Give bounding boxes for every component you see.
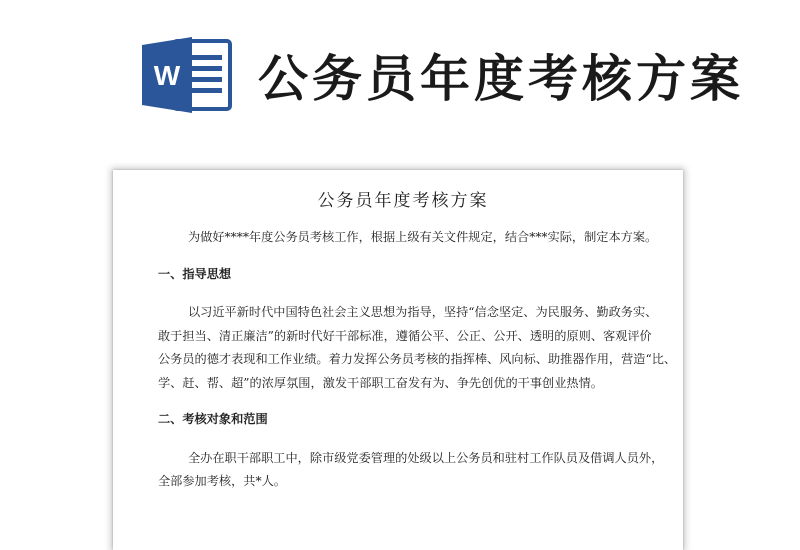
section-2-line: 全办在职干部职工中，除市级党委管理的处级以上公务员和驻村工作队员及借调人员外， (188, 450, 664, 465)
section-1-line: 公务员的德才表现和工作业绩。着力发挥公务员考核的指挥棒、风向标、助推器作用，营造“比、 (158, 352, 677, 366)
document-page (113, 170, 683, 550)
section-heading-2: 二、考核对象和范围 (158, 412, 268, 426)
section-2-body (158, 447, 664, 494)
section-1-line: 敢于担当、清正廉洁”的新时代好干部标准，遵循公平、公正、公开、透明的原则、客观评价 (158, 328, 652, 343)
page-title: 公务员年度考核方案 (258, 50, 744, 108)
section-1-body (158, 301, 677, 395)
section-heading-1: 一、指导思想 (158, 266, 232, 281)
section-1-line: 以习近平新时代中国特色社会主义思想为指导，坚持“信念坚定、为民服务、勤政务实、 (188, 305, 658, 319)
document-body (158, 170, 677, 494)
word-icon-letter: W (153, 60, 181, 91)
section-1-line: 学、赶、帮、超”的浓厚氛围，激发干部职工奋发有为、争先创优的干事创业热情。 (158, 375, 603, 390)
header-banner (0, 0, 800, 150)
section-2-line: 全部参加考核，共*人。 (158, 474, 286, 488)
document-title: 公务员年度考核方案 (317, 191, 489, 211)
word-document-icon (140, 35, 232, 115)
intro-paragraph: 为做好****年度公务员考核工作，根据上级有关文件规定，结合***实际，制定本方案。 (188, 230, 658, 244)
